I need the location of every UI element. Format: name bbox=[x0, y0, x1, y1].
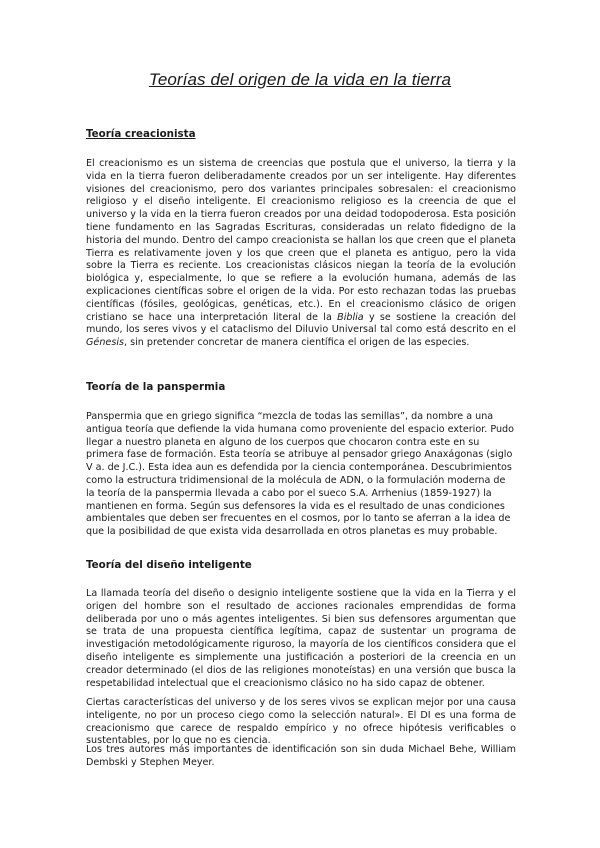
paragraph-creacionismo-text: El creacionismo es un sistema de creencias que postula que el universo, la tierra y la vida en la tierra fueron deliberadamente creados por un ser inteligente. Hay diferentes visiones del creacionismo, pero dos variantes principales sobresalen: el creacionismo religioso y el diseño inteligente. El creacionismo religioso es la creencia de que el universo y la vida en la tierra fueron creados por una deidad todopoderosa. Esta posición tiene fundamento en las Sagradas Escrituras, consideradas un relato fidedigno de la historia del mundo. Dentro del campo creacionista se hallan los que creen que el planeta Tierra es relativamente joven y los que creen que el planeta es antiguo, pero la vida sobre la Tierra es reciente. Los creacionistas clásicos niegan la teoría de la evolución biológica y, especialmente, lo que se refiere a la evolución humana, además de las explicaciones científicas sobre el origen de la vida. Por esto rechazan todas las pruebas científicas (fósiles, geológicas, genéticas, etc.). En el creacionismo clásico de origen cristiano se hace una interpretación literal de la bbox=[86, 158, 516, 323]
paragraph-creacionismo-text-mid: y se sostiene la creación del mundo, los seres vivos y el cataclismo del Diluvio Universal tal como está descrito en el bbox=[86, 311, 516, 336]
paragraph-diseno-3: Los tres autores más importantes de identificación son sin duda Michael Behe, William Dembski y Stephen Meyer. bbox=[86, 744, 516, 768]
emphasis-genesis: Génesis bbox=[86, 337, 124, 349]
emphasis-biblia: Biblia bbox=[337, 311, 364, 323]
paragraph-diseno-2: Ciertas características del universo y de los seres vivos se explican mejor por una causa inteligente, no por un proceso ciego como la selección natural». El DI es una forma de creacionismo que carece de respaldo empírico y no ofrece hipótesis verificables o sustentables, por lo que no es ciencia. bbox=[86, 697, 516, 747]
paragraph-creacionismo-text-end: , sin pretender concretar de manera científica el origen de las especies. bbox=[123, 337, 470, 349]
paragraph-panspermia: Panspermia que en griego significa “mezcla de todas las semillas”, da nombre a una antigua teoría que defiende la vida humana como proveniente del espacio exterior. Pudo llegar a nuestro planeta en alguno de los cuerpos que chocaron contra este en su primera fase de formación. Esta teoría se atribuye al pensador griego Anaxágonas (siglo V a. de J.C.). Esta idea aun es defendida por la ciencia contemporánea. Descubrimientos como la estructura tridimensional de la molécula de ADN, o la formulación moderna de la teoría de la panspermia llevada a cabo por el sueco S.A. Arrhenius (1859-1927) la mantienen en forma. Según sus defensores la vida es el resultado de unas condiciones ambientales que deben ser frecuentes en el cosmos, por lo tanto se aferran a la idea de que la posibilidad de que exista vida desarrollada en otros planetas es muy probable. bbox=[86, 411, 515, 538]
paragraph-creacionismo bbox=[86, 158, 516, 350]
section-heading-diseno: Teoría del diseño inteligente bbox=[86, 559, 252, 571]
section-heading-panspermia: Teoría de la panspermia bbox=[86, 381, 226, 393]
section-heading-creacionismo: Teoría creacionista bbox=[86, 128, 196, 140]
paragraph-diseno-1: La llamada teoría del diseño o designio inteligente sostiene que la vida en la Tierra y el origen del hombre son el resultado de acciones racionales emprendidas de forma deliberada por uno o más agentes inteligentes. Si bien sus defensores argumentan que se trata de una propuesta científica legítima, capaz de sustentar un programa de investigación metodológicamente riguroso, la mayoría de los científicos considera que el diseño inteligente es simplemente una justificación a posteriori de la creencia en un creador determinado (el dios de las religiones monoteístas) en una versión que busca la respetabilidad intelectual que el creacionismo clásico no ha sido capaz de obtener. bbox=[86, 588, 516, 689]
page-title: Teorías del origen de la vida en la tierra bbox=[148, 70, 452, 89]
